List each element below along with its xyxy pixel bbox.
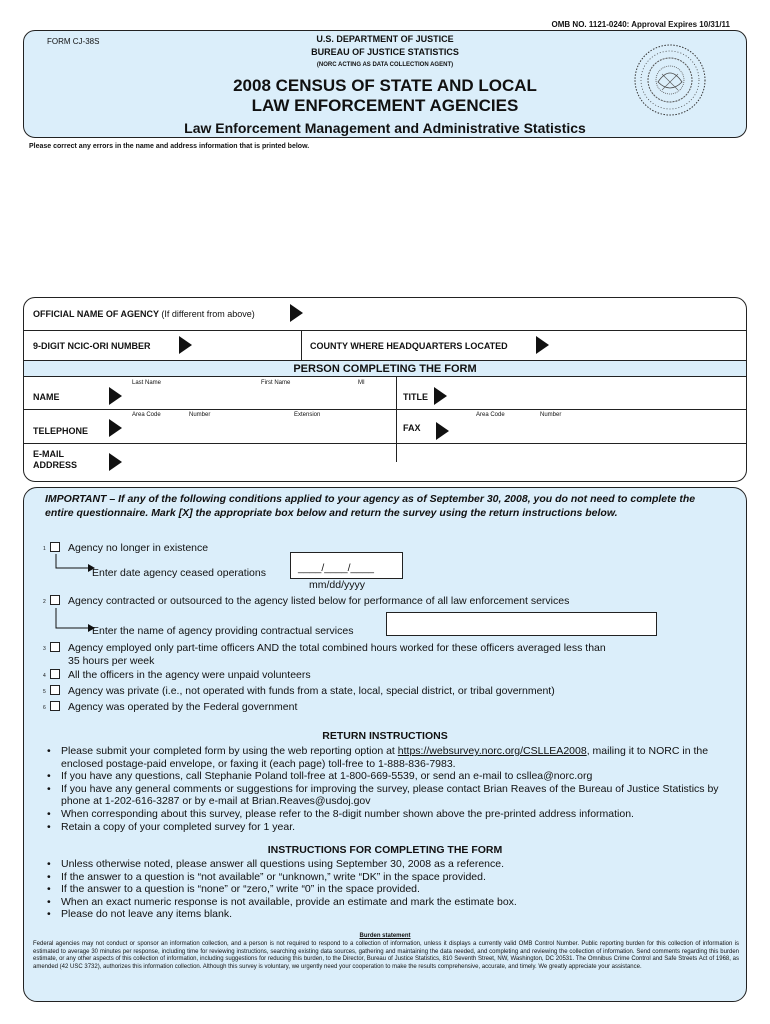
form-number: FORM CJ-38S — [47, 37, 100, 46]
burden-statement-title: Burden statement — [359, 933, 411, 939]
ncic-label: 9-DIGIT NCIC-ORI NUMBER — [33, 341, 151, 351]
arrow-right-icon — [109, 419, 122, 437]
option-2-number: 2 — [43, 599, 46, 605]
list-item: • If the answer to a question is “none” or “zero,” write “0” in the space provided. — [47, 883, 737, 896]
option-6-label: Agency was operated by the Federal government — [68, 701, 298, 713]
date-format: mm/dd/yyyy — [309, 579, 366, 591]
option-4-label: All the officers in the agency were unpaid volunteers — [68, 669, 311, 681]
completing-instructions-list — [47, 858, 737, 921]
arrow-right-icon — [536, 336, 549, 354]
arrow-right-icon — [55, 608, 95, 634]
important-note: IMPORTANT – If any of the following conditions applied to your agency as of September 30, 2008, you do not need to complete the entire questionnaire. Mark [X] the appropriate box below and return the survey using the return instructions below. — [45, 493, 696, 519]
omb-number: OMB NO. 1121-0240: Approval Expires 10/31/11 — [551, 20, 730, 29]
telephone-label: TELEPHONE — [33, 426, 89, 436]
page-subtitle: Law Enforcement Management and Administrative Statistics — [184, 120, 586, 136]
list-item: • If you have any general comments or suggestions for improving the survey, please contact Brian Reaves of the Bureau of Justice Statistics by phone at 1-202-616-3287 or by e-mail at Brian.Reaves@usdoj.gov — [47, 783, 737, 808]
checkbox-no-longer-exists[interactable] — [50, 542, 60, 552]
list-item: • Please submit your completed form by using the web reporting option at https://websurvey.norc.org/CSLLEA2008, mailing it to NORC in the enclosed postage-paid envelope, or faxing it (each page) toll-free to 1-888-836-7983. — [47, 745, 737, 770]
list-item: • If the answer to a question is “not available” or “unknown,” write “DK” in the space provided. — [47, 871, 737, 884]
name-label: NAME — [33, 392, 60, 402]
arrow-right-icon — [436, 422, 449, 440]
checkbox-unpaid-volunteers[interactable] — [50, 669, 60, 679]
county-label: COUNTY WHERE HEADQUARTERS LOCATED — [310, 341, 508, 351]
contracting-agency-field[interactable] — [386, 612, 657, 636]
option-3-label-line1: Agency employed only part-time officers AND the total combined hours worked for these officers averaged less than — [68, 642, 606, 654]
option-3-number: 3 — [43, 646, 46, 652]
list-item: • When an exact numeric response is not available, provide an estimate and mark the estimate box. — [47, 896, 737, 909]
page-title-line2: LAW ENFORCEMENT AGENCIES — [251, 96, 519, 115]
web-survey-link[interactable]: https://websurvey.norc.org/CSLLEA2008 — [397, 745, 587, 757]
extension-caption: Extension — [294, 412, 321, 418]
list-item: • If you have any questions, call Stephanie Poland toll-free at 1-800-669-5539, or send an e-mail to csllea@norc.org — [47, 770, 737, 783]
checkbox-federal-agency[interactable] — [50, 701, 60, 711]
completing-instructions-title: INSTRUCTIONS FOR COMPLETING THE FORM — [267, 844, 503, 856]
title-field[interactable] — [452, 382, 740, 408]
option-1-label: Agency no longer in existence — [68, 542, 209, 554]
checkbox-part-time-officers[interactable] — [50, 642, 60, 652]
option-4-number: 4 — [43, 673, 46, 679]
list-item: • Please do not leave any items blank. — [47, 908, 737, 921]
list-item: • When corresponding about this survey, please refer to the 8-digit number shown above the pre-printed address information. — [47, 808, 737, 821]
arrow-right-icon — [109, 453, 122, 471]
return-instructions-list — [47, 745, 737, 833]
department: U.S. DEPARTMENT OF JUSTICE — [316, 34, 454, 44]
data-agent: (NORC ACTING AS DATA COLLECTION AGENT) — [316, 62, 454, 68]
telephone-field[interactable] — [128, 418, 394, 440]
option-5-label: Agency was private (i.e., not operated with funds from a state, local, special district, or tribal government) — [68, 685, 555, 697]
page-title-line1: 2008 CENSUS OF STATE AND LOCAL — [233, 76, 537, 95]
fax-field[interactable] — [454, 418, 740, 440]
correction-note: Please correct any errors in the name and address information that is printed below. — [29, 143, 310, 150]
checkbox-contracted-out[interactable] — [50, 595, 60, 605]
burden-statement-text: Federal agencies may not conduct or sponsor an information collection, and a person is not required to respond to a collection of information, unless it displays a currently valid OMB Control Number. Public reporting burden for this collection of information is estimated to average 30 minutes per response, including time for reviewing instructions, searching existing data sources, gathering and maintaining the data needed, and completing and reviewing the collection of information. Send comments regarding this burden estimate, or any other aspects of this collection of information, including suggestions for reducing this burden, to the Director, Bureau of Justice Statistics, 810 Seventh Street, NW, Washington, DC 20531. The Omnibus Crime Control and Safe Streets Act of 1968, as amended (42 USC 3732), authorizes this information collection. Although this survey is voluntary, we urgently need your cooperation to make the results comprehensive, accurate, and timely. We greatly appreciate your assistance. — [33, 941, 739, 970]
email-label: E-MAIL ADDRESS — [33, 449, 78, 470]
last-name-caption: Last Name — [132, 380, 162, 386]
arrow-right-icon — [179, 336, 192, 354]
official-name-note: (If different from above) — [161, 309, 255, 319]
list-item: • Retain a copy of your completed survey for 1 year. — [47, 821, 737, 834]
fax-label: FAX — [403, 423, 421, 433]
arrow-right-icon — [434, 387, 447, 405]
option-2-sub-label: Enter the name of agency providing contractual services — [92, 625, 354, 637]
person-completing-band: PERSON COMPLETING THE FORM — [24, 360, 746, 377]
list-item: • Unless otherwise noted, please answer all questions using September 30, 2008 as a reference. — [47, 858, 737, 871]
mi-caption: MI — [358, 380, 365, 386]
arrow-right-icon — [55, 554, 95, 574]
date-blank: ____/____/____ — [298, 562, 374, 574]
doj-seal-icon — [632, 42, 708, 118]
fax-area-code-caption: Area Code — [476, 412, 505, 418]
arrow-right-icon — [109, 387, 122, 405]
checkbox-private-agency[interactable] — [50, 685, 60, 695]
fax-number-caption: Number — [540, 412, 562, 418]
arrow-right-icon — [290, 304, 303, 322]
option-6-number: 6 — [43, 705, 46, 711]
name-field[interactable] — [128, 386, 394, 408]
official-name-field[interactable] — [308, 301, 740, 327]
ncic-field[interactable] — [196, 332, 296, 358]
title-label: TITLE — [403, 392, 428, 402]
option-2-label: Agency contracted or outsourced to the agency listed below for performance of all law enforcement services — [68, 595, 570, 607]
option-3-label-line2: 35 hours per week — [68, 655, 155, 667]
first-name-caption: First Name — [261, 380, 291, 386]
option-1-sub-label: Enter date agency ceased operations — [92, 567, 266, 579]
agency-info-box — [23, 297, 747, 482]
bureau: BUREAU OF JUSTICE STATISTICS — [311, 47, 459, 57]
option-1-number: 1 — [43, 546, 46, 552]
option-5-number: 5 — [43, 689, 46, 695]
area-code-caption: Area Code — [132, 412, 161, 418]
county-field[interactable] — [554, 332, 740, 358]
official-name-label: OFFICIAL NAME OF AGENCY (If different from above) — [33, 309, 255, 319]
return-instructions-title: RETURN INSTRUCTIONS — [322, 730, 448, 742]
email-field[interactable] — [128, 448, 740, 476]
number-caption: Number — [189, 412, 211, 418]
